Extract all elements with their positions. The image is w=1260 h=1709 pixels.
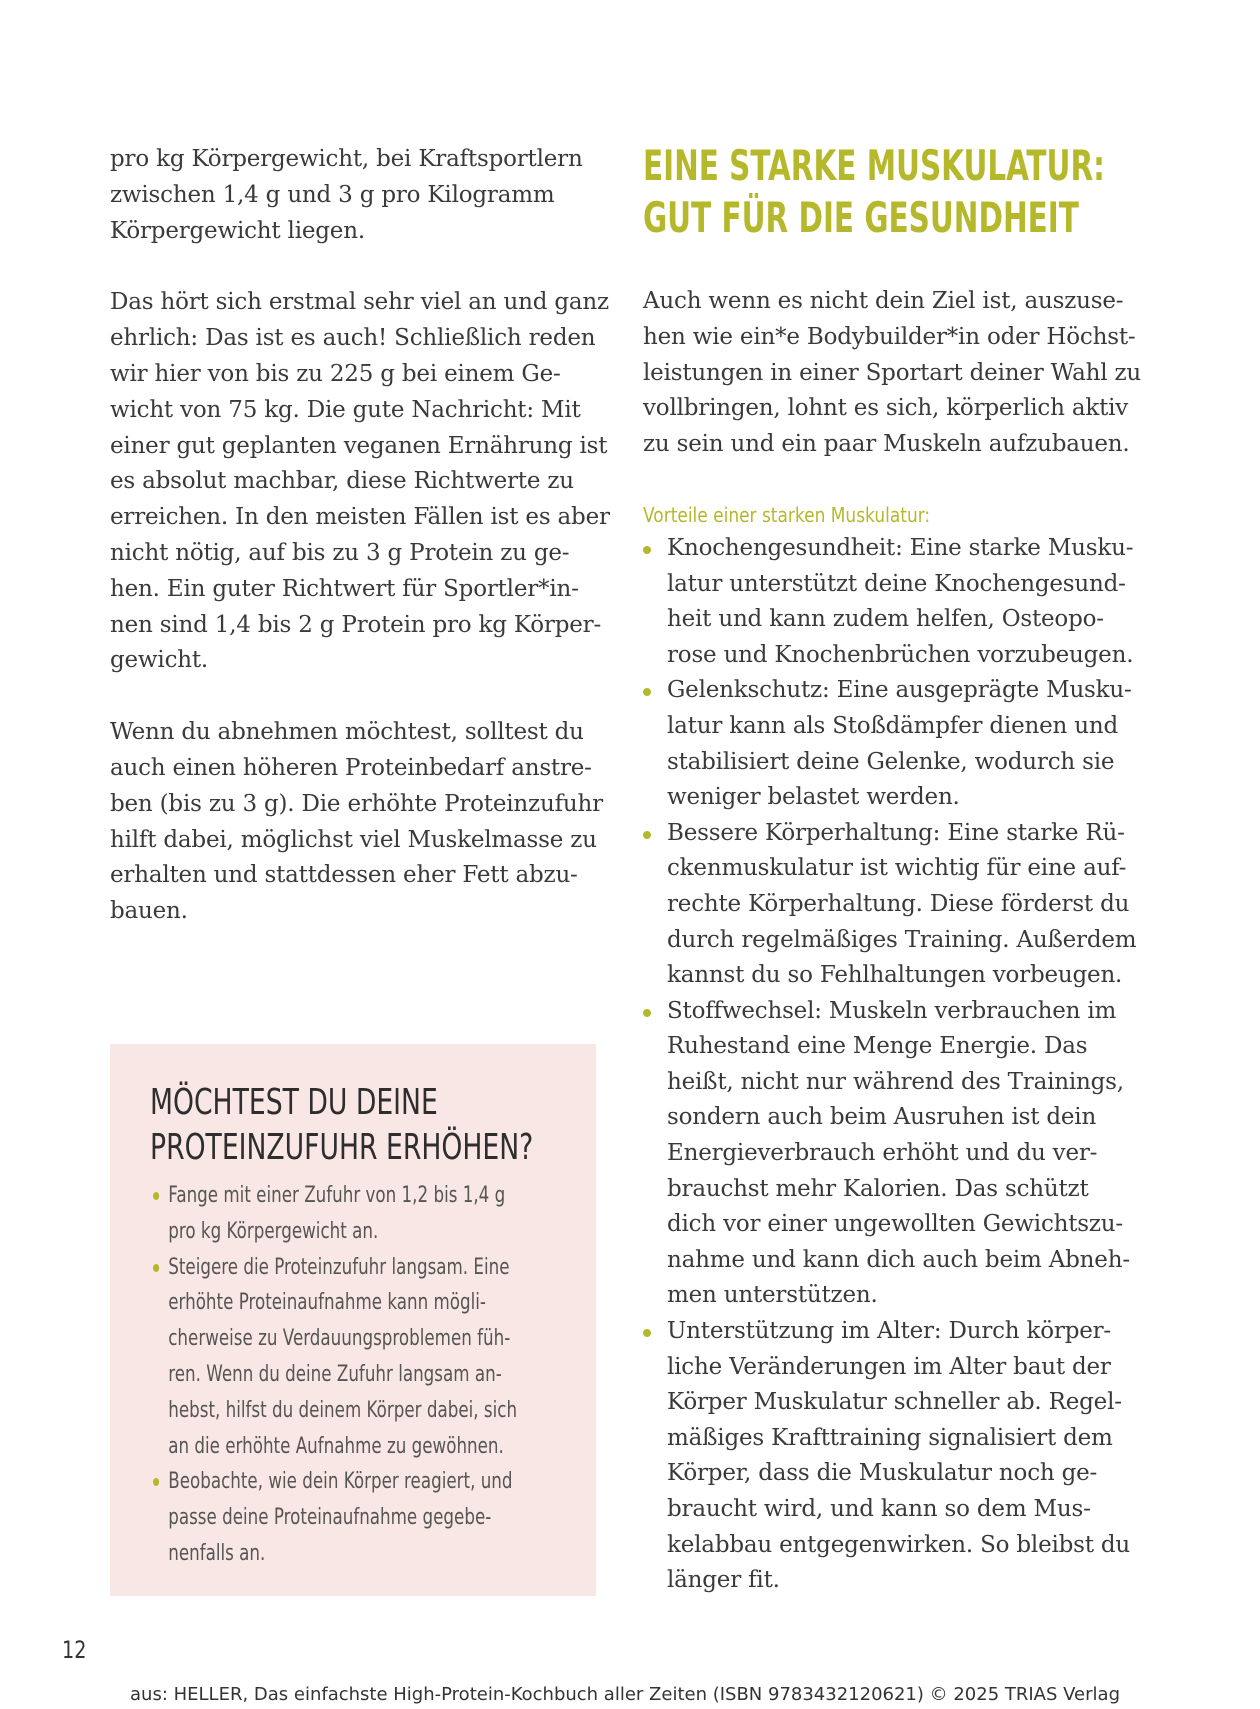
list-item [643, 994, 1143, 1314]
page-number: 12 [62, 1636, 87, 1664]
bullet-icon [643, 688, 651, 696]
list-item-text: Steigere die Proteinzufuhr langsam. Eine erhöhte Proteinaufnahme kann mögli- cherweise zu Verdauungsproblemen füh- ren. Wenn du deine Zufuhr langsam an- hebst, hilfst du deinem Körper dabei, sich an die erhöhte Aufnahme zu gewöhnen. [168, 1254, 518, 1459]
list-item-text: Beobachte, wie dein Körper reagiert, und passe deine Proteinaufnahme gegebe- nenfalls an. [168, 1469, 513, 1566]
bullet-icon [643, 546, 651, 554]
list-item-text: Unterstützung im Alter: Durch körper- liche Veränderungen im Alter baut der Körper Muskulatur schneller ab. Regel- mäßiges Krafttraining signalisiert dem Körper, dass die Muskulatur noch ge- braucht wird, und kann so dem Mus- kelabbau entgegenwirken. So bleibst du länger fit. [667, 1318, 1131, 1594]
benefits-list [643, 531, 1143, 1599]
info-box-title: MÖCHTEST DU DEINE PROTEINZUFUHR ERHÖHEN? [150, 1082, 534, 1168]
bullet-icon [643, 1329, 651, 1337]
list-item [150, 1250, 560, 1465]
bullet-icon [153, 1264, 159, 1272]
right-column [643, 140, 1143, 1599]
list-item [150, 1464, 560, 1571]
info-box [110, 1044, 596, 1596]
list-subheading: Vorteile einer starken Muskulatur: [643, 502, 931, 527]
list-item [643, 673, 1143, 815]
body-paragraph: Wenn du abnehmen möchtest, solltest du auch einen höheren Proteinbedarf anstre- ben (bis zu 3 g). Die erhöhte Proteinzufuhr hilft dabei, möglichst viel Muskelmasse zu erhalten und stattdessen eher Fett abzu- bauen. [110, 719, 603, 925]
list-item-text: Bessere Körperhaltung: Eine starke Rü- ckenmuskulatur ist wichtig für eine auf- rechte Körperhaltung. Diese förderst du durch regelmäßiges Training. Außerdem kannst du so Fehlhaltungen vorbeugen. [667, 819, 1137, 989]
left-column [110, 142, 610, 966]
bullet-icon [643, 1009, 651, 1017]
section-heading: EINE STARKE MUSKULATUR: GUT FÜR DIE GESUNDHEIT [643, 141, 1105, 242]
list-item-text: Fange mit einer Zufuhr von 1,2 bis 1,4 g pro kg Körpergewicht an. [168, 1183, 506, 1244]
list-item-text: Gelenkschutz: Eine ausgeprägte Musku- latur kann als Stoßdämpfer dienen und stabilisiert deine Gelenke, wodurch sie weniger belastet werden. [667, 677, 1132, 811]
bullet-icon [643, 831, 651, 839]
info-box-list [150, 1178, 560, 1572]
source-footer: aus: HELLER, Das einfachste High-Protein-Kochbuch aller Zeiten (ISBN 9783432120621) © 2025 TRIAS Verlag [130, 1684, 1120, 1705]
list-item [643, 531, 1143, 673]
bullet-icon [153, 1478, 159, 1486]
list-item [150, 1178, 560, 1250]
list-item-text: Knochengesundheit: Eine starke Musku- latur unterstützt deine Knochengesund- heit und kann zudem helfen, Osteopo- rose und Knochenbrüchen vorzubeugen. [667, 534, 1134, 668]
intro-paragraph: Auch wenn es nicht dein Ziel ist, auszuse- hen wie ein*e Bodybuilder*in oder Höchst- leistungen in einer Sportart deiner Wahl zu vollbringen, lohnt es sich, körperlich aktiv zu sein und ein paar Muskeln aufzubauen. [643, 288, 1142, 458]
bullet-icon [153, 1192, 159, 1200]
list-item [643, 816, 1143, 994]
body-paragraph: Das hört sich erstmal sehr viel an und ganz ehrlich: Das ist es auch! Schließlich reden wir hier von bis zu 225 g bei einem Ge- wicht von 75 kg. Die gute Nachricht: Mit einer gut geplanten veganen Ernährung ist es absolut machbar, diese Richtwerte zu erreichen. In den meisten Fällen ist es aber nicht nötig, auf bis zu 3 g Protein zu ge- hen. Ein guter Richtwert für Sportler*in- nen sind 1,4 bis 2 g Protein pro kg Körper- gewicht. [110, 289, 610, 674]
body-paragraph: pro kg Körpergewicht, bei Kraftsportlern zwischen 1,4 g und 3 g pro Kilogramm Körpergewicht liegen. [110, 146, 583, 244]
list-item [643, 1314, 1143, 1599]
list-item-text: Stoffwechsel: Muskeln verbrauchen im Ruhestand eine Menge Energie. Das heißt, nicht nur während des Trainings, sondern auch beim Ausruhen ist dein Energieverbrauch erhöht und du ver- brauchst mehr Kalorien. Das schützt dich vor einer ungewollten Gewichtszu- nahme und kann dich auch beim Abneh- men unterstützen. [667, 997, 1130, 1309]
